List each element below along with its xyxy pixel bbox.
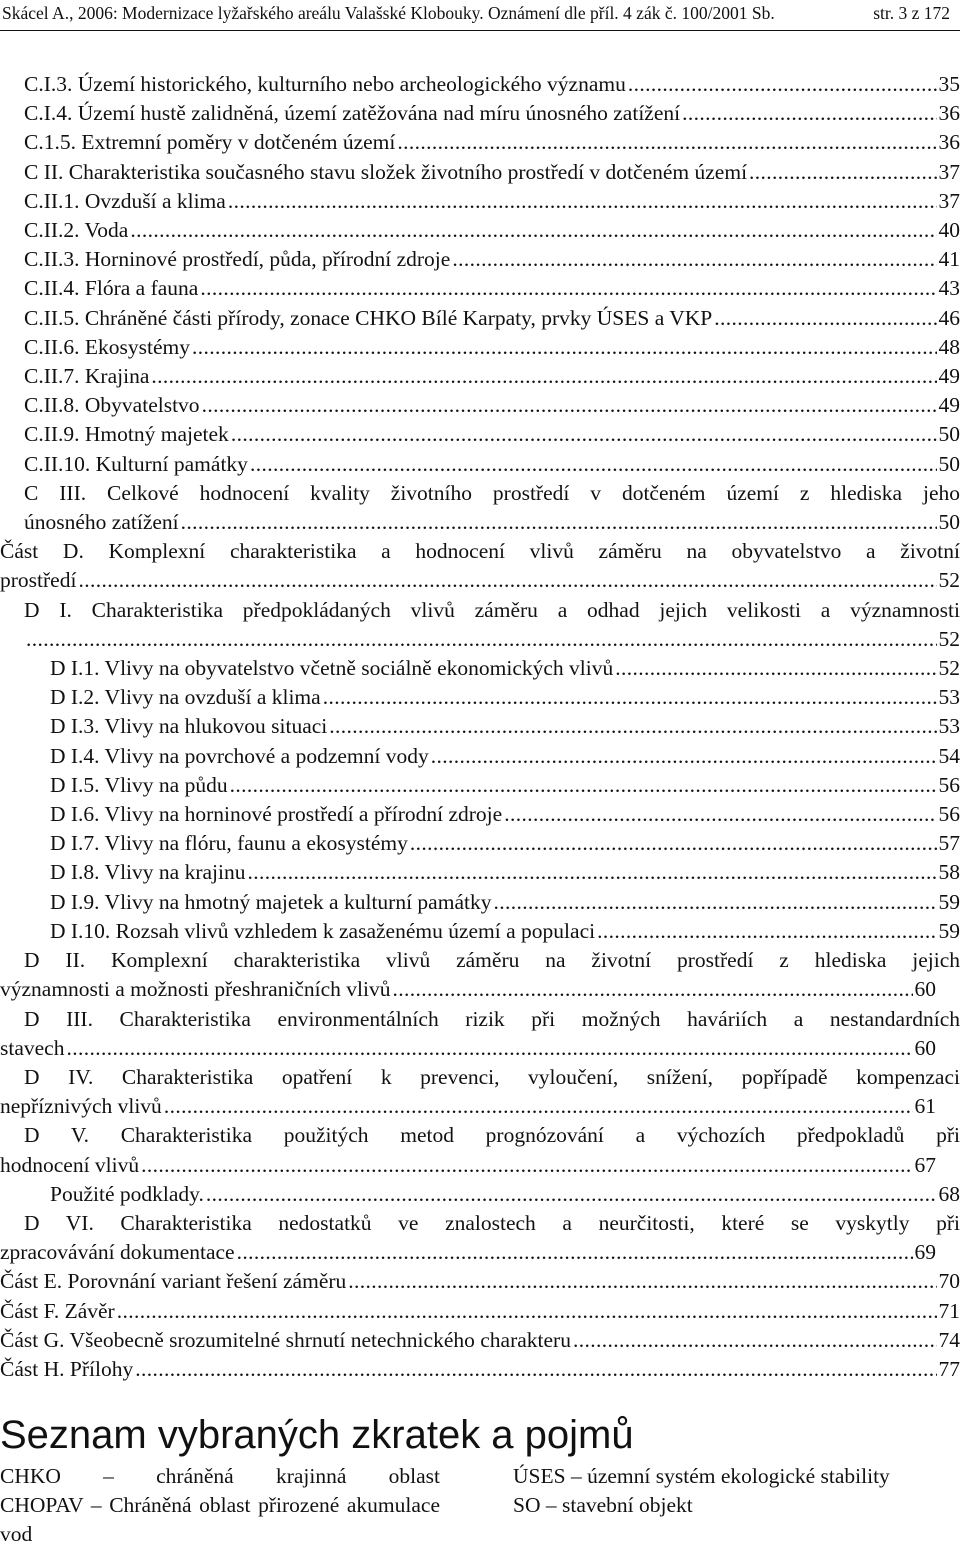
toc-page-number: 57 — [939, 829, 960, 858]
toc-entry — [0, 128, 960, 157]
toc-page-number: 43 — [939, 274, 960, 303]
toc-entry-title: D III. Charakteristika environmentálních rizik při možných haváriích a nestandardních — [24, 1005, 960, 1034]
toc-leader-dots — [237, 1238, 913, 1267]
toc-leader-dots — [206, 1180, 937, 1209]
toc-leader-dots — [714, 304, 936, 333]
toc-entry — [0, 1209, 960, 1267]
toc-entry — [0, 1121, 960, 1179]
toc-entry-text: D I.9. Vlivy na hmotný majetek a kulturní památky — [50, 888, 491, 917]
header-citation: Skácel A., 2006: Modernizace lyžařského areálu Valašské Klobouky. Oznámení dle příl. 4 zák č. 100/2001 Sb. — [2, 0, 775, 26]
toc-entry-text: C.II.2. Voda — [24, 216, 128, 245]
toc-entry-title: D IV. Charakteristika opatření k prevenci, vyloučení, snížení, popřípadě kompenzaci — [24, 1063, 960, 1092]
toc-entry-text: D I.7. Vlivy na flóru, faunu a ekosystémy — [50, 829, 408, 858]
toc-entry-title: Část D. Komplexní charakteristika a hodnocení vlivů záměru na obyvatelstvo a životní — [0, 537, 960, 566]
toc-page-number: 41 — [939, 245, 960, 274]
toc-page-number: 37 — [939, 158, 960, 187]
toc-page-number: 69 — [915, 1238, 937, 1267]
header-rule — [0, 30, 960, 31]
toc-leader-dots — [78, 566, 936, 595]
toc-entry — [0, 479, 960, 537]
toc-entry-text: stavech — [0, 1034, 64, 1063]
toc-leader-dots — [230, 771, 937, 800]
toc-leader-dots — [66, 1034, 912, 1063]
toc-leader-dots — [329, 712, 936, 741]
toc-entry-title: C III. Celkové hodnocení kvality životního prostředí v dotčeném území z hlediska jeho — [24, 479, 960, 508]
toc-page-number: 70 — [939, 1267, 960, 1296]
toc-entry — [0, 245, 960, 274]
toc-leader-dots — [393, 975, 913, 1004]
toc-entry-text: D I.2. Vlivy na ovzduší a klima — [50, 683, 321, 712]
toc-leader-dots — [192, 333, 936, 362]
toc-entry — [0, 888, 960, 917]
toc-entry — [0, 946, 960, 1004]
header-page-number: str. 3 z 172 — [873, 0, 950, 26]
toc-entry — [0, 1063, 960, 1121]
toc-page-number: 49 — [939, 362, 960, 391]
toc-entry-text: C.II.4. Flóra a fauna — [24, 274, 198, 303]
toc-leader-dots — [682, 99, 936, 128]
toc-entry-text: D I.1. Vlivy na obyvatelstvo včetně sociálně ekonomických vlivů — [50, 654, 613, 683]
abbreviation-item: CHOPAV – Chráněná oblast přirozené akumulace vod — [0, 1491, 440, 1549]
abbreviation-item: CHKO – chráněná krajinná oblast — [0, 1462, 440, 1491]
toc-entry — [0, 683, 960, 712]
toc-entry-text: C.II.3. Horninové prostředí, půda, přírodní zdroje — [24, 245, 450, 274]
toc-entry — [0, 654, 960, 683]
toc-page-number: 58 — [939, 858, 960, 887]
toc-entry — [0, 216, 960, 245]
toc-leader-dots — [348, 1267, 936, 1296]
toc-entry-text: Část F. Závěr — [0, 1297, 115, 1326]
toc-entry-text: C.II.9. Hmotný majetek — [24, 420, 229, 449]
toc-leader-dots — [247, 858, 936, 887]
toc-page-number: 67 — [915, 1151, 937, 1180]
toc-leader-dots — [117, 1297, 937, 1326]
toc-leader-dots — [135, 1355, 936, 1384]
toc-page-number: 35 — [939, 70, 960, 99]
toc-entry — [0, 274, 960, 303]
toc-entry-text: C.1.5. Extremní poměry v dotčeném území — [24, 128, 395, 157]
abbreviations-right-column — [513, 1462, 951, 1520]
toc-page-number: 56 — [939, 800, 960, 829]
toc-entry-text: C.II.8. Obyvatelstvo — [24, 391, 200, 420]
toc-page-number: 71 — [939, 1297, 960, 1326]
toc-page-number: 52 — [939, 654, 960, 683]
toc-page-number: 40 — [939, 216, 960, 245]
toc-entry-text: Část H. Přílohy — [0, 1355, 133, 1384]
toc-entry-title: D VI. Charakteristika nedostatků ve znalostech a neurčitosti, které se vyskytly při — [24, 1209, 960, 1238]
toc-page-number: 56 — [939, 771, 960, 800]
toc-entry — [0, 1005, 960, 1063]
abbreviation-item: ÚSES – územní systém ekologické stability — [513, 1462, 951, 1491]
toc-leader-dots — [452, 245, 936, 274]
toc-entry-text: C.II.10. Kulturní památky — [24, 450, 248, 479]
toc-entry-title: D II. Komplexní charakteristika vlivů záměru na životní prostředí z hlediska jejich — [24, 946, 960, 975]
toc-entry-text: D I.4. Vlivy na povrchové a podzemní vody — [50, 742, 429, 771]
toc-page-number: 77 — [939, 1355, 960, 1384]
toc-leader-dots — [250, 450, 937, 479]
toc-entry-text: hodnocení vlivů — [0, 1151, 139, 1180]
table-of-contents — [0, 70, 960, 1384]
toc-leader-dots — [397, 128, 936, 157]
toc-entry — [0, 420, 960, 449]
toc-entry — [0, 596, 960, 654]
toc-entry-text: únosného zatížení — [24, 508, 179, 537]
toc-leader-dots — [504, 800, 936, 829]
toc-leader-dots — [493, 888, 936, 917]
toc-entry — [0, 1267, 960, 1296]
toc-page-number: 52 — [939, 566, 960, 595]
toc-leader-dots — [431, 742, 937, 771]
toc-page-number: 36 — [939, 99, 960, 128]
toc-leader-dots — [323, 683, 937, 712]
toc-entry-text: D I.5. Vlivy na půdu — [50, 771, 228, 800]
toc-leader-dots — [573, 1326, 937, 1355]
toc-leader-dots — [26, 625, 937, 654]
abbreviations-left-column — [0, 1462, 440, 1550]
toc-page-number: 53 — [939, 712, 960, 741]
toc-page-number: 74 — [939, 1326, 960, 1355]
toc-leader-dots — [151, 362, 936, 391]
toc-entry-title: D V. Charakteristika použitých metod prognózování a výchozích předpokladů při — [24, 1121, 960, 1150]
toc-leader-dots — [628, 70, 937, 99]
toc-page-number: 49 — [939, 391, 960, 420]
toc-entry-text: D I.6. Vlivy na horninové prostředí a přírodní zdroje — [50, 800, 502, 829]
abbreviations-title: Seznam vybraných zkratek a pojmů — [0, 1412, 634, 1458]
toc-leader-dots — [130, 216, 936, 245]
toc-leader-dots — [749, 158, 936, 187]
toc-leader-dots — [410, 829, 937, 858]
toc-page-number: 68 — [939, 1180, 960, 1209]
toc-entry — [0, 304, 960, 333]
toc-entry — [0, 858, 960, 887]
toc-entry — [0, 99, 960, 128]
toc-entry-text: C.II.7. Krajina — [24, 362, 149, 391]
toc-page-number: 60 — [915, 1034, 937, 1063]
toc-entry-text: C.II.1. Ovzduší a klima — [24, 187, 226, 216]
toc-entry — [0, 1326, 960, 1355]
toc-entry — [0, 917, 960, 946]
toc-entry — [0, 70, 960, 99]
page-header — [0, 0, 960, 26]
toc-entry-title: D I. Charakteristika předpokládaných vlivů záměru a odhad jejich velikosti a významnosti — [24, 596, 960, 625]
toc-entry — [0, 829, 960, 858]
toc-page-number: 46 — [939, 304, 960, 333]
toc-page-number: 52 — [939, 625, 960, 654]
toc-page-number: 54 — [939, 742, 960, 771]
toc-leader-dots — [228, 187, 937, 216]
toc-entry-text: Část G. Všeobecně srozumitelné shrnutí netechnického charakteru — [0, 1326, 571, 1355]
toc-entry — [0, 1297, 960, 1326]
toc-page-number: 48 — [939, 333, 960, 362]
toc-entry — [0, 771, 960, 800]
toc-entry-text: Použité podklady. — [50, 1180, 204, 1209]
toc-entry — [0, 1180, 960, 1209]
toc-leader-dots — [181, 508, 937, 537]
toc-entry — [0, 362, 960, 391]
toc-entry — [0, 712, 960, 741]
toc-entry-text: prostředí — [0, 566, 76, 595]
toc-page-number: 50 — [939, 420, 960, 449]
toc-entry-text: D I.10. Rozsah vlivů vzhledem k zasaženému území a populaci — [50, 917, 595, 946]
toc-leader-dots — [231, 420, 937, 449]
toc-page-number: 50 — [939, 450, 960, 479]
toc-entry-text: významnosti a možnosti přeshraničních vlivů — [0, 975, 391, 1004]
toc-leader-dots — [200, 274, 936, 303]
toc-page-number: 59 — [939, 888, 960, 917]
toc-entry-text: C.I.3. Území historického, kulturního nebo archeologického významu — [24, 70, 626, 99]
toc-entry — [0, 158, 960, 187]
toc-entry-text: C II. Charakteristika současného stavu složek životního prostředí v dotčeném území — [24, 158, 747, 187]
toc-entry — [0, 187, 960, 216]
abbreviation-item: SO – stavební objekt — [513, 1491, 951, 1520]
toc-entry — [0, 450, 960, 479]
toc-leader-dots — [141, 1151, 912, 1180]
toc-page-number: 59 — [939, 917, 960, 946]
toc-entry — [0, 742, 960, 771]
toc-leader-dots — [615, 654, 936, 683]
toc-entry — [0, 333, 960, 362]
toc-page-number: 60 — [915, 975, 937, 1004]
toc-entry-text: D I.8. Vlivy na krajinu — [50, 858, 245, 887]
toc-entry — [0, 391, 960, 420]
toc-leader-dots — [164, 1092, 913, 1121]
toc-entry — [0, 1355, 960, 1384]
toc-entry-text: Část E. Porovnání variant řešení záměru — [0, 1267, 346, 1296]
toc-entry-text: zpracovávání dokumentace — [0, 1238, 235, 1267]
toc-entry-text: D I.3. Vlivy na hlukovou situaci — [50, 712, 327, 741]
toc-entry-text: C.II.5. Chráněné části přírody, zonace CHKO Bílé Karpaty, prvky ÚSES a VKP — [24, 304, 712, 333]
toc-entry — [0, 800, 960, 829]
toc-leader-dots — [597, 917, 936, 946]
toc-entry-text: nepříznivých vlivů — [0, 1092, 162, 1121]
toc-page-number: 53 — [939, 683, 960, 712]
toc-leader-dots — [202, 391, 937, 420]
toc-entry-text: C.I.4. Území hustě zalidněná, území zatěžována nad míru únosného zatížení — [24, 99, 680, 128]
toc-entry — [0, 537, 960, 595]
toc-page-number: 36 — [939, 128, 960, 157]
toc-entry-text: C.II.6. Ekosystémy — [24, 333, 190, 362]
toc-page-number: 50 — [939, 508, 960, 537]
toc-page-number: 61 — [915, 1092, 937, 1121]
toc-page-number: 37 — [939, 187, 960, 216]
